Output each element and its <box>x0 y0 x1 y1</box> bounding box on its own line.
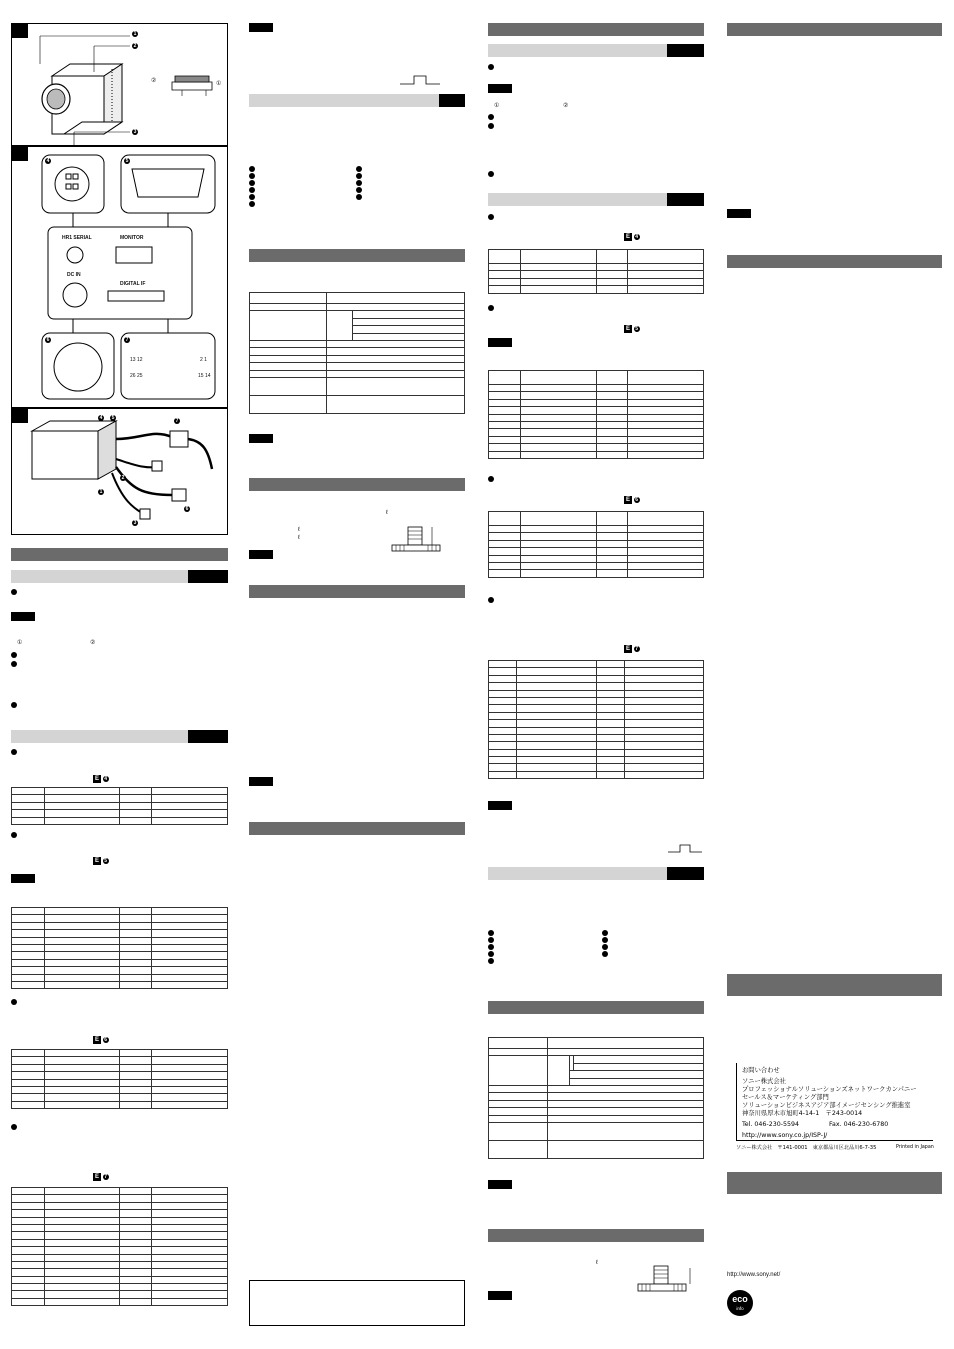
table-c3-e4 <box>488 249 704 294</box>
list-marker-c3-3 <box>488 944 494 950</box>
item-marker-4 <box>11 749 17 755</box>
note-marker-1 <box>11 612 35 621</box>
note-marker-c3-3 <box>488 801 512 810</box>
cable-connection-illustration <box>12 409 229 536</box>
section-bar-c4-3 <box>727 974 942 996</box>
circled-ref-c3-2: ② <box>563 103 569 109</box>
inset-mark-1: ① <box>216 81 222 87</box>
item-marker-7 <box>11 1124 17 1130</box>
table-c3-e5 <box>488 370 704 459</box>
list-marker-c3-4 <box>488 951 494 957</box>
subsection-bar-1 <box>11 570 228 583</box>
section-bar-c4-4 <box>727 1172 942 1194</box>
note-marker-c3-5 <box>488 1291 512 1300</box>
list-marker-c2-5 <box>249 194 255 200</box>
section-bar-c2-3 <box>249 585 465 598</box>
item-marker-3 <box>11 661 17 667</box>
note-marker-4 <box>249 434 273 443</box>
section-bar-c3-3 <box>488 1229 704 1242</box>
contact-heading: お問い合わせ <box>742 1067 780 1074</box>
item-marker-c3-5 <box>488 305 494 311</box>
circled-ref-1: ① <box>17 640 23 646</box>
table-e6 <box>11 1049 228 1109</box>
label-hirose-serial: HR1 SERIAL <box>62 235 92 241</box>
camera-front-illustration <box>12 24 229 147</box>
list-marker-c2-4 <box>249 187 255 193</box>
screw-diagram-1 <box>392 525 452 553</box>
note-marker-3 <box>249 23 273 32</box>
list-marker-c2-6 <box>249 201 255 207</box>
callout-7: 7 <box>125 337 129 343</box>
contact-fax: Fax. 046-230-6780 <box>829 1121 889 1128</box>
callout-c-4: 4 <box>99 415 103 421</box>
table-caption-e5: E 5 <box>94 858 108 864</box>
label-monitor: MONITOR <box>120 235 144 241</box>
table-c3-e6 <box>488 511 704 578</box>
eco-logo-sub: info <box>736 1306 744 1311</box>
spec-table-2 <box>488 1037 704 1159</box>
section-bar-c2-4 <box>249 822 465 835</box>
contact-printed: Printed in Japan <box>896 1145 934 1150</box>
connector7-row2-right: 15 14 <box>198 373 211 379</box>
pulse-symbol-2 <box>668 844 702 854</box>
note-marker-5 <box>249 550 273 559</box>
callout-c-2: 2 <box>121 475 125 481</box>
figure-panel-c <box>11 408 228 535</box>
table-caption-e7: E 7 <box>94 1174 108 1180</box>
contact-division-1: プロフェッショナルソリューションズネットワークカンパニー <box>742 1086 917 1093</box>
item-marker-6 <box>11 999 17 1005</box>
list-marker-c2-7 <box>356 166 362 172</box>
contact-tel: Tel. 046-230-5594 <box>742 1121 800 1128</box>
figure-panel-b <box>11 146 228 408</box>
list-marker-c3-1 <box>488 930 494 936</box>
connector7-row1-left: 13 12 <box>130 357 143 363</box>
item-marker-c3-7 <box>488 597 494 603</box>
note-marker-c3-1 <box>488 84 512 93</box>
bottom-box-c2 <box>249 1280 465 1326</box>
subsection-bar-c3-3 <box>488 867 704 880</box>
list-marker-c3-8 <box>602 944 608 950</box>
contact-address: 神奈川県厚木市旭町4-14-1 〒243-0014 <box>742 1110 863 1117</box>
callout-1: 1 <box>133 31 137 37</box>
spec-table-1 <box>249 292 465 414</box>
table-caption-c3-e6: E 6 <box>625 497 639 503</box>
eco-info-logo <box>727 1290 753 1316</box>
list-marker-c3-9 <box>602 951 608 957</box>
table-caption-c3-e4: E 4 <box>625 234 639 240</box>
connector-diagram <box>12 147 229 409</box>
callout-2: 2 <box>133 43 137 49</box>
contact-company: ソニー株式会社 <box>742 1078 786 1085</box>
contact-division-3: ソリューションビジネスアジア部イメージセンシング推進室 <box>742 1102 911 1109</box>
inset-mark-2: ② <box>151 78 157 84</box>
dimension-mark-c3: ℓ <box>596 1260 598 1266</box>
list-marker-c2-9 <box>356 180 362 186</box>
section-bar-c2-1 <box>249 249 465 262</box>
table-caption-c3-e7: E 7 <box>625 646 639 652</box>
callout-c-7: 7 <box>175 418 179 424</box>
eco-logo-word: eco <box>732 1294 748 1304</box>
subsection-bar-2 <box>11 730 228 743</box>
list-marker-c2-3 <box>249 180 255 186</box>
list-marker-c3-2 <box>488 937 494 943</box>
contact-footer: ソニー株式会社 〒141-0001 東京都品川区北品川6-7-35 <box>736 1145 877 1151</box>
table-c3-e7 <box>488 660 704 779</box>
table-caption-e6: E 6 <box>94 1037 108 1043</box>
note-marker-6 <box>249 777 273 786</box>
callout-5: 5 <box>125 158 129 164</box>
connector7-row1-right: 2 1 <box>200 357 207 363</box>
item-marker-c3-2 <box>488 114 494 120</box>
subsection-bar-c3-2 <box>488 193 704 206</box>
subsection-bar-c3-1 <box>488 44 704 57</box>
list-marker-c3-5 <box>488 958 494 964</box>
table-e7 <box>11 1187 228 1306</box>
table-caption-c3-e5: E 5 <box>625 326 639 332</box>
list-marker-c2-2 <box>249 173 255 179</box>
connector7-row2-left: 26 25 <box>130 373 143 379</box>
callout-4: 4 <box>46 158 50 164</box>
list-marker-c3-7 <box>602 937 608 943</box>
pulse-symbol-1 <box>400 74 440 86</box>
note-marker-c3-4 <box>488 1180 512 1189</box>
callout-6: 6 <box>46 337 50 343</box>
dimension-mark-1: ℓ <box>386 510 388 516</box>
list-marker-c2-8 <box>356 173 362 179</box>
section-bar-1 <box>11 548 228 561</box>
contact-division-2: セールス＆マーケティング部門 <box>742 1094 829 1101</box>
table-e5 <box>11 907 228 989</box>
subsection-bar-3 <box>249 94 465 107</box>
section-bar-c3-2 <box>488 1001 704 1014</box>
label-dc-in: DC IN <box>67 272 81 278</box>
callout-c-6: 6 <box>185 506 189 512</box>
callout-c-3: 3 <box>133 520 137 526</box>
item-marker-3b <box>11 702 17 708</box>
callout-c-1: 1 <box>99 489 103 495</box>
list-marker-c2-10 <box>356 187 362 193</box>
section-bar-c4-2 <box>727 255 942 268</box>
note-marker-c3-2 <box>488 338 512 347</box>
figure-panel-a <box>11 23 228 146</box>
list-marker-c3-6 <box>602 930 608 936</box>
item-marker-c3-3b <box>488 171 494 177</box>
item-marker-c3-6 <box>488 476 494 482</box>
item-marker-1 <box>11 589 17 595</box>
screw-diagram-2 <box>638 1264 702 1294</box>
item-marker-c3-4 <box>488 214 494 220</box>
callout-3: 3 <box>133 129 137 135</box>
table-caption-e4: E 4 <box>94 776 108 782</box>
label-digital-if: DIGITAL IF <box>120 281 146 287</box>
table-e4 <box>11 787 228 825</box>
list-marker-c2-1 <box>249 166 255 172</box>
circled-ref-2: ② <box>90 640 96 646</box>
circled-ref-c3-1: ① <box>494 103 500 109</box>
item-marker-2 <box>11 652 17 658</box>
item-marker-5 <box>11 832 17 838</box>
contact-url[interactable]: http://www.sony.co.jp/ISP-J/ <box>742 1132 828 1139</box>
dimension-mark-3: ℓ <box>298 535 300 541</box>
note-marker-2 <box>11 874 35 883</box>
callout-c-5: 5 <box>111 415 115 421</box>
section-bar-c3-1 <box>488 23 704 36</box>
list-marker-c2-11 <box>356 194 362 200</box>
sony-url[interactable]: http://www.sony.net/ <box>727 1272 781 1278</box>
dimension-mark-2: ℓ <box>298 527 300 533</box>
item-marker-c3-3 <box>488 123 494 129</box>
section-bar-c2-2 <box>249 478 465 491</box>
note-marker-c4-1 <box>727 209 751 218</box>
section-bar-c4-1 <box>727 23 942 36</box>
item-marker-c3-1 <box>488 64 494 70</box>
